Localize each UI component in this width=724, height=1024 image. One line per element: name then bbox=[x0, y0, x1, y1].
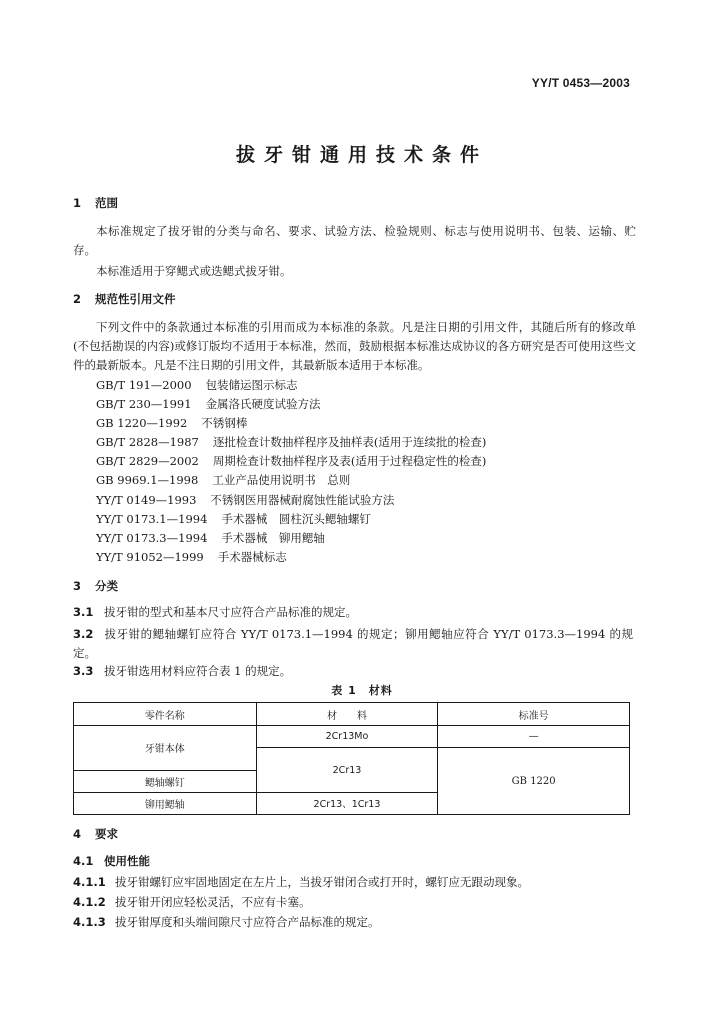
reference-code: GB 1220—1992 bbox=[96, 416, 188, 431]
reference-title: 周期检查计数抽样程序及表(适用于过程稳定性的检查) bbox=[212, 454, 487, 469]
scope-paragraph-1: 本标准规定了拔牙钳的分类与命名、要求、试验方法、检验规则、标志与使用说明书、包装、运输、贮存。 bbox=[73, 224, 636, 257]
table-header-row bbox=[74, 703, 630, 726]
list-item bbox=[96, 395, 486, 414]
reference-title: 逐批检查计数抽样程序及抽样表(适用于连续批的检查) bbox=[212, 435, 487, 450]
clause-4-1-1 bbox=[73, 873, 529, 892]
section-title: 分类 bbox=[95, 579, 118, 593]
standard-code: YY/T 0453—2003 bbox=[531, 76, 630, 90]
clause-3-3 bbox=[73, 662, 291, 681]
reference-code: GB/T 230—1991 bbox=[96, 397, 192, 412]
subsection-heading-performance bbox=[73, 853, 150, 869]
clause-number: 3.3 bbox=[73, 664, 94, 678]
section-number: 3 bbox=[73, 579, 82, 593]
list-item bbox=[96, 433, 486, 452]
clause-text: 拔牙钳的鳃轴螺钉应符合 YY/T 0173.1—1994 的规定；铆用鳃轴应符合 YY/T 0173.3—1994 的规定。 bbox=[73, 627, 633, 660]
reference-code: YY/T 91052—1999 bbox=[96, 549, 204, 564]
list-item bbox=[96, 510, 486, 529]
clause-text: 拔牙钳开闭应轻松灵活，不应有卡塞。 bbox=[115, 895, 311, 909]
list-item bbox=[96, 414, 486, 433]
clause-text: 拔牙钳选用材料应符合表 1 的规定。 bbox=[104, 664, 292, 678]
document-title: 拔牙钳通用技术条件 bbox=[235, 144, 488, 166]
table-cell-standard: GB 1220 bbox=[438, 748, 630, 815]
list-item bbox=[96, 471, 486, 490]
reference-code: GB/T 2828—1987 bbox=[96, 435, 199, 450]
column-header-material: 材 料 bbox=[256, 703, 438, 726]
reference-title: 金属洛氏硬度试验方法 bbox=[205, 397, 321, 412]
references-intro: 下列文件中的条款通过本标准的引用而成为本标准的条款。凡是注日期的引用文件，其随后所有的修改单(不包括勘误的内容)或修订版均不适用于本标准，然而，鼓励根据本标准达成协议的各方研究是否可使用这些文件的最新版本。凡是不注日期的引用文件，其最新版本适用于本标准。 bbox=[73, 320, 636, 372]
reference-title: 手术器械标志 bbox=[217, 549, 287, 564]
clause-text: 拔牙钳厚度和头端间隙尺寸应符合产品标准的规定。 bbox=[115, 915, 380, 929]
section-title: 要求 bbox=[95, 827, 118, 841]
section-heading-classification bbox=[73, 578, 118, 594]
clause-number: 3.1 bbox=[73, 605, 94, 619]
materials-table bbox=[73, 702, 630, 815]
table-cell-material: 2Cr13 bbox=[256, 748, 438, 792]
reference-title: 包装储运图示标志 bbox=[205, 378, 298, 392]
reference-code: GB/T 2829—2002 bbox=[96, 454, 199, 469]
clause-3-2 bbox=[73, 625, 633, 663]
subsection-number: 4.1 bbox=[73, 854, 94, 868]
section-heading-requirements bbox=[73, 826, 118, 842]
list-item bbox=[96, 452, 486, 471]
table-caption: 表 1 材料 bbox=[331, 684, 393, 697]
section-number: 4 bbox=[73, 827, 82, 841]
scope-paragraph-2: 本标准适用于穿鳃式或迭鳃式拔牙钳。 bbox=[96, 264, 292, 278]
section-title: 规范性引用文件 bbox=[95, 292, 176, 306]
table-cell-part-name: 牙钳本体 bbox=[74, 726, 257, 770]
subsection-title: 使用性能 bbox=[104, 854, 150, 868]
section-heading-references bbox=[73, 291, 176, 307]
reference-code: YY/T 0173.1—1994 bbox=[96, 511, 208, 526]
clause-number: 4.1.2 bbox=[73, 895, 106, 909]
clause-4-1-2 bbox=[73, 893, 311, 912]
column-header-standard: 标准号 bbox=[438, 703, 630, 726]
reference-title: 手术器械 圆柱沉头鳃轴螺钉 bbox=[221, 511, 371, 526]
reference-title: 手术器械 铆用鳃轴 bbox=[221, 530, 325, 545]
reference-title: 不锈钢棒 bbox=[201, 416, 248, 431]
reference-title: 工业产品使用说明书 总则 bbox=[212, 473, 351, 488]
clause-number: 4.1.3 bbox=[73, 915, 106, 929]
section-title: 范围 bbox=[95, 196, 118, 210]
clause-number: 3.2 bbox=[73, 627, 94, 641]
table-row bbox=[74, 726, 630, 748]
section-heading-scope bbox=[73, 195, 118, 211]
reference-code: GB 9969.1—1998 bbox=[96, 473, 199, 488]
clause-3-1 bbox=[73, 603, 357, 622]
section-number: 2 bbox=[73, 292, 82, 306]
reference-code: GB/T 191—2000 bbox=[96, 378, 192, 392]
table-cell-material: 2Cr13、1Cr13 bbox=[256, 792, 438, 814]
section-number: 1 bbox=[73, 196, 82, 210]
reference-list bbox=[96, 376, 486, 567]
reference-code: YY/T 0149—1993 bbox=[96, 492, 197, 507]
list-item bbox=[96, 529, 486, 548]
table-cell-material: 2Cr13Mo bbox=[256, 726, 438, 748]
clause-text: 拔牙钳螺钉应牢固地固定在左片上，当拔牙钳闭合或打开时，螺钉应无跟动现象。 bbox=[115, 875, 529, 889]
reference-title: 不锈钢医用器械耐腐蚀性能试验方法 bbox=[210, 492, 395, 507]
table-cell-part-name: 鳃轴螺钉 bbox=[74, 770, 257, 792]
column-header-part-name: 零件名称 bbox=[74, 703, 257, 726]
table-cell-standard: — bbox=[438, 726, 630, 748]
clause-text: 拔牙钳的型式和基本尺寸应符合产品标准的规定。 bbox=[104, 605, 357, 619]
clause-number: 4.1.1 bbox=[73, 875, 106, 889]
reference-code: YY/T 0173.3—1994 bbox=[96, 530, 208, 545]
list-item bbox=[96, 376, 486, 395]
clause-4-1-3 bbox=[73, 913, 380, 932]
table-cell-part-name: 铆用鳃轴 bbox=[74, 792, 257, 814]
list-item bbox=[96, 548, 486, 567]
list-item bbox=[96, 491, 486, 510]
